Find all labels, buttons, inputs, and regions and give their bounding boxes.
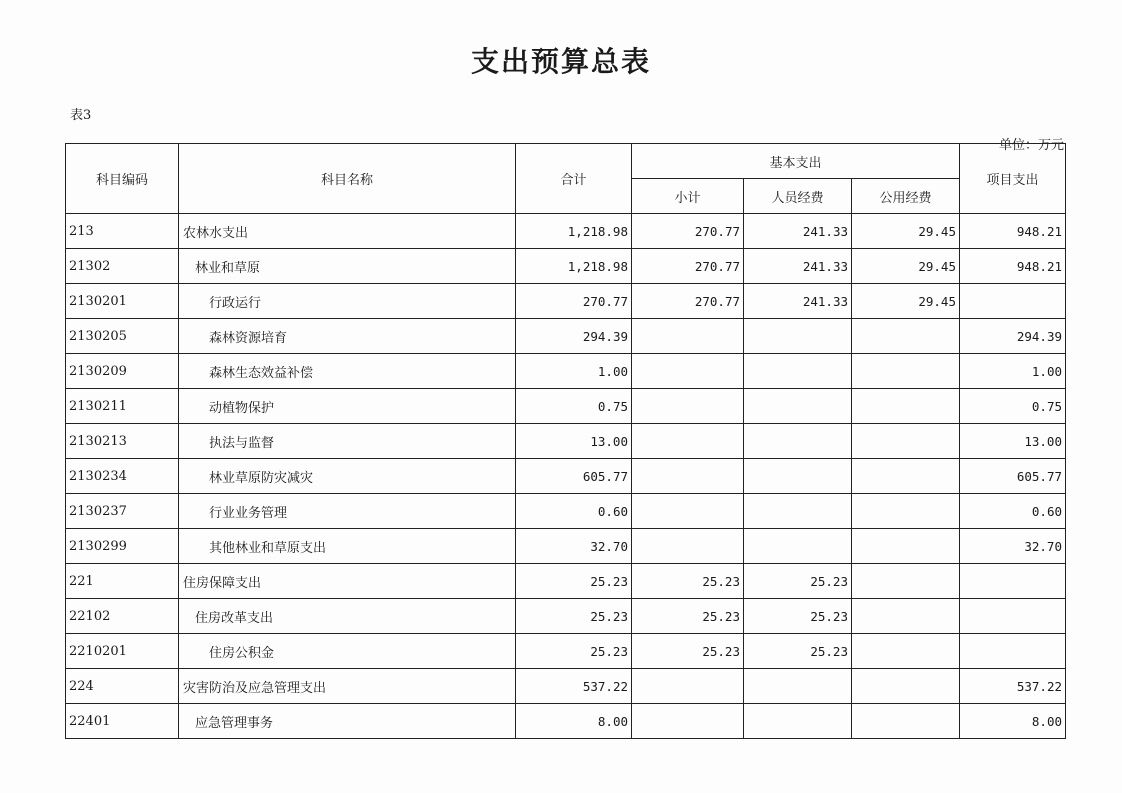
row-total: 1.00	[516, 354, 632, 389]
row-code: 2130237	[66, 494, 179, 529]
table-row	[66, 214, 1066, 249]
table-row	[66, 389, 1066, 424]
row-total: 25.23	[516, 599, 632, 634]
row-public	[852, 424, 960, 459]
row-public: 29.45	[852, 284, 960, 319]
table-row	[66, 669, 1066, 704]
row-public	[852, 354, 960, 389]
row-project: 948.21	[960, 249, 1066, 284]
header-name: 科目名称	[179, 144, 516, 214]
row-subtotal	[632, 529, 744, 564]
row-public	[852, 319, 960, 354]
row-project: 8.00	[960, 704, 1066, 739]
row-subtotal	[632, 494, 744, 529]
row-subtotal: 270.77	[632, 214, 744, 249]
row-subtotal: 25.23	[632, 599, 744, 634]
row-personnel: 241.33	[744, 249, 852, 284]
table-body	[66, 214, 1066, 739]
row-project: 13.00	[960, 424, 1066, 459]
row-total: 0.75	[516, 389, 632, 424]
row-project: 948.21	[960, 214, 1066, 249]
row-public	[852, 634, 960, 669]
row-project: 32.70	[960, 529, 1066, 564]
row-public	[852, 389, 960, 424]
row-project	[960, 599, 1066, 634]
row-personnel	[744, 424, 852, 459]
row-public	[852, 669, 960, 704]
row-code: 213	[66, 214, 179, 249]
row-total: 25.23	[516, 634, 632, 669]
row-subtotal: 270.77	[632, 249, 744, 284]
row-total: 1,218.98	[516, 214, 632, 249]
row-name: 住房公积金	[179, 634, 516, 669]
table-row	[66, 704, 1066, 739]
row-project	[960, 634, 1066, 669]
table-row	[66, 249, 1066, 284]
row-total: 13.00	[516, 424, 632, 459]
row-public: 29.45	[852, 249, 960, 284]
row-subtotal: 25.23	[632, 634, 744, 669]
row-code: 2130205	[66, 319, 179, 354]
row-code: 221	[66, 564, 179, 599]
row-personnel	[744, 529, 852, 564]
row-subtotal	[632, 704, 744, 739]
row-name: 执法与监督	[179, 424, 516, 459]
row-project	[960, 564, 1066, 599]
row-name: 森林资源培育	[179, 319, 516, 354]
table-number: 表3	[70, 108, 92, 123]
row-code: 2130211	[66, 389, 179, 424]
row-personnel: 241.33	[744, 214, 852, 249]
row-name: 灾害防治及应急管理支出	[179, 669, 516, 704]
row-personnel: 25.23	[744, 634, 852, 669]
row-subtotal	[632, 389, 744, 424]
row-name: 动植物保护	[179, 389, 516, 424]
header-project: 项目支出	[960, 144, 1066, 214]
row-public	[852, 704, 960, 739]
row-personnel	[744, 494, 852, 529]
table-row	[66, 529, 1066, 564]
row-subtotal	[632, 459, 744, 494]
header-subtotal: 小计	[632, 179, 744, 214]
row-public	[852, 459, 960, 494]
table-row	[66, 634, 1066, 669]
row-name: 其他林业和草原支出	[179, 529, 516, 564]
row-total: 0.60	[516, 494, 632, 529]
header-personnel: 人员经费	[744, 179, 852, 214]
row-project: 1.00	[960, 354, 1066, 389]
row-public: 29.45	[852, 214, 960, 249]
row-total: 8.00	[516, 704, 632, 739]
row-subtotal	[632, 319, 744, 354]
row-name: 森林生态效益补偿	[179, 354, 516, 389]
table-row	[66, 459, 1066, 494]
row-subtotal: 270.77	[632, 284, 744, 319]
header-basic: 基本支出	[632, 144, 960, 179]
table-row	[66, 424, 1066, 459]
row-name: 林业草原防灾减灾	[179, 459, 516, 494]
header-total: 合计	[516, 144, 632, 214]
row-name: 住房保障支出	[179, 564, 516, 599]
row-total: 294.39	[516, 319, 632, 354]
row-public	[852, 599, 960, 634]
row-total: 605.77	[516, 459, 632, 494]
row-code: 2130213	[66, 424, 179, 459]
row-project: 605.77	[960, 459, 1066, 494]
row-total: 25.23	[516, 564, 632, 599]
row-code: 224	[66, 669, 179, 704]
page-title: 支出预算总表	[470, 45, 651, 78]
row-personnel: 25.23	[744, 564, 852, 599]
row-code: 2130201	[66, 284, 179, 319]
table-row	[66, 494, 1066, 529]
row-project	[960, 284, 1066, 319]
header-public: 公用经费	[852, 179, 960, 214]
row-personnel	[744, 459, 852, 494]
header-code: 科目编码	[66, 144, 179, 214]
expenditure-budget-table	[65, 143, 1066, 739]
table-row	[66, 564, 1066, 599]
row-code: 22102	[66, 599, 179, 634]
row-total: 1,218.98	[516, 249, 632, 284]
row-project: 0.60	[960, 494, 1066, 529]
row-total: 270.77	[516, 284, 632, 319]
row-project: 294.39	[960, 319, 1066, 354]
row-name: 住房改革支出	[179, 599, 516, 634]
row-subtotal	[632, 669, 744, 704]
row-personnel	[744, 319, 852, 354]
row-personnel	[744, 669, 852, 704]
row-code: 21302	[66, 249, 179, 284]
row-code: 2130234	[66, 459, 179, 494]
row-personnel	[744, 704, 852, 739]
row-personnel: 241.33	[744, 284, 852, 319]
row-personnel: 25.23	[744, 599, 852, 634]
row-subtotal	[632, 424, 744, 459]
table-row	[66, 354, 1066, 389]
table-row	[66, 284, 1066, 319]
row-name: 行政运行	[179, 284, 516, 319]
row-public	[852, 564, 960, 599]
row-personnel	[744, 354, 852, 389]
row-code: 2210201	[66, 634, 179, 669]
row-name: 林业和草原	[179, 249, 516, 284]
row-total: 537.22	[516, 669, 632, 704]
row-project: 0.75	[960, 389, 1066, 424]
row-personnel	[744, 389, 852, 424]
row-name: 农林水支出	[179, 214, 516, 249]
row-code: 2130299	[66, 529, 179, 564]
row-subtotal: 25.23	[632, 564, 744, 599]
table-row	[66, 319, 1066, 354]
row-name: 行业业务管理	[179, 494, 516, 529]
row-public	[852, 529, 960, 564]
unit-label: 单位：万元	[998, 138, 1064, 153]
row-public	[852, 494, 960, 529]
table-row	[66, 599, 1066, 634]
row-subtotal	[632, 354, 744, 389]
row-project: 537.22	[960, 669, 1066, 704]
row-name: 应急管理事务	[179, 704, 516, 739]
row-code: 2130209	[66, 354, 179, 389]
row-total: 32.70	[516, 529, 632, 564]
row-code: 22401	[66, 704, 179, 739]
